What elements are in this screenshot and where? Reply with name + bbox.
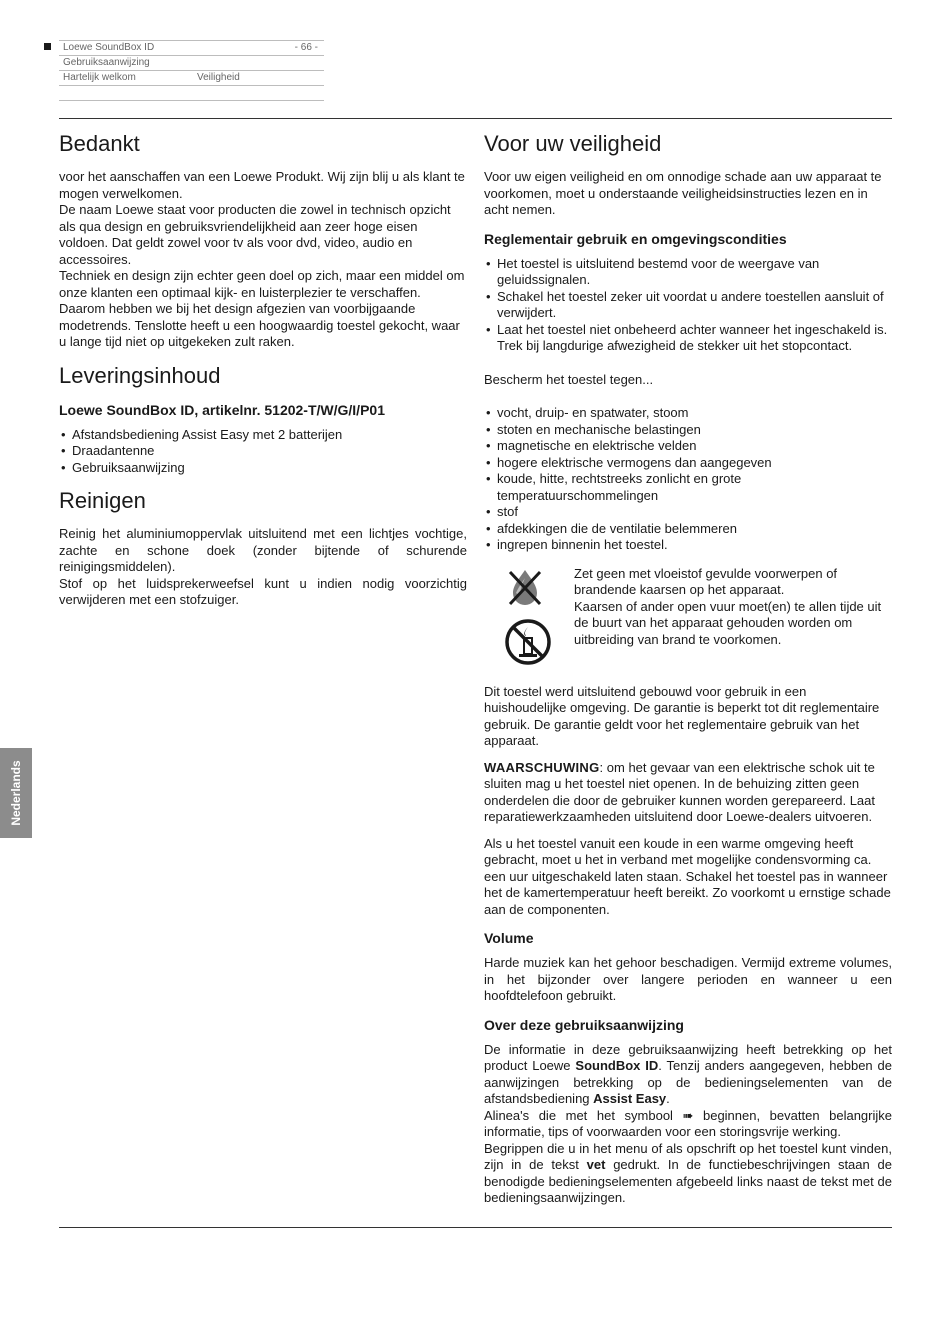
header-section: Veiligheid bbox=[197, 72, 240, 83]
list-item: • hogere elektrische vermogens dan aangegeven bbox=[484, 455, 892, 472]
over-paragraph-2: Alinea's die met het symbool ➠ beginnen, bevatten belangrijke informatie, tips of voorwaarden voor een storingsvrije werking. bbox=[484, 1107, 892, 1139]
kaarsen-warning: Kaarsen of ander open vuur moet(en) te allen tijde uit de buurt van het apparaat gehouden worden om uitbreiding van brand te voorkomen. bbox=[574, 598, 882, 647]
list-item: • stof bbox=[484, 504, 892, 521]
top-rule bbox=[59, 118, 892, 119]
levering-list bbox=[59, 427, 467, 477]
fire-warning-block bbox=[484, 566, 892, 670]
no-liquids-icon bbox=[504, 566, 546, 608]
list-item: • magnetische en elektrische velden bbox=[484, 438, 892, 455]
list-item: • Laat het toestel niet onbeheerd achter wanneer het ingeschakeld is. Trek bij langdurige afwezigheid de stekker uit het stopcontact. bbox=[484, 322, 892, 355]
bedankt-paragraph-4: Daarom hebben we bij het design afgezien van voorbijgaande modetrends. Tenslotte heeft u een hoogwaardig toestel gekocht, waar u lange tijd niet op uitgekeken zult raken. bbox=[59, 301, 460, 349]
header-doc-type: Gebruiksaanwijzing bbox=[63, 57, 150, 68]
list-item: • afdekkingen die de ventilatie belemmeren bbox=[484, 521, 892, 538]
waarschuwing-label: WAARSCHUWING bbox=[484, 759, 600, 775]
bedankt-heading: Bedankt bbox=[59, 131, 140, 156]
product-name: SoundBox ID bbox=[575, 1058, 659, 1073]
over-heading: Over deze gebruiksaanwijzing bbox=[484, 1016, 684, 1033]
reinigen-paragraph-2: Stof op het luidsprekerweefsel kunt u indien nodig voorzichtig verwijderen met een stofzuiger. bbox=[59, 575, 467, 607]
bold-term: vet bbox=[586, 1157, 606, 1172]
list-item: • Afstandsbediening Assist Easy met 2 batterijen bbox=[59, 427, 467, 444]
list-item: • vocht, druip- en spatwater, stoom bbox=[484, 405, 892, 422]
veiligheid-heading: Voor uw veiligheid bbox=[484, 131, 662, 156]
list-item: • Draadantenne bbox=[59, 443, 467, 460]
volume-heading: Volume bbox=[484, 930, 534, 946]
vloeistof-warning: Zet geen met vloeistof gevulde voorwerpen of brandende kaarsen op het apparaat. bbox=[574, 565, 838, 597]
bedankt-paragraph: voor het aanschaffen van een Loewe Produkt. Wij zijn blij u als klant te mogen verwelkomen. bbox=[59, 169, 465, 201]
page-number: - 66 - bbox=[294, 42, 318, 53]
over-paragraph-1: De informatie in deze gebruiksaanwijzing heeft betrekking op het product Loewe SoundBox ID. Tenzij anders aangegeven, hebben de aanwijzingen betrekking op de bedieningselementen van de afstandsbediening Assist Easy. bbox=[484, 1041, 892, 1106]
bescherm-list bbox=[484, 405, 892, 554]
huishoud-paragraph: Dit toestel werd uitsluitend gebouwd voor gebruik in een huishoudelijke omgeving. De garantie is beperkt tot dit reglementaire gebruik. De garantie geldt voor het reglementaire gebruik van het apparaat. bbox=[484, 683, 880, 748]
condensatie-paragraph: Als u het toestel vanuit een koude in een warme omgeving heeft gebracht, moet u het in verband met mogelijke condensvorming ca. een uur uitgeschakeld laten staan. Schakel het toestel pas in wanneer het de kamertemperatuur heeft bereikt. Zo voorkomt u ernstige schade aan de componenten. bbox=[484, 835, 891, 917]
header-product: Loewe SoundBox ID bbox=[63, 42, 155, 53]
language-tab bbox=[0, 748, 32, 838]
levering-subheading: Loewe SoundBox ID, artikelnr. 51202-T/W/G/I/P01 bbox=[59, 401, 385, 418]
header-marker bbox=[44, 43, 51, 50]
waarschuwing-text: : om het gevaar van een elektrische schok uit te sluiten mag u het toestel niet openen. In de behuizing zitten geen onderdelen die door de gebruiker kunnen worden gerepareerd. Laat reparatiewerkzaamheden uitsluitend door Loewe-dealers uitvoeren. bbox=[484, 759, 876, 824]
running-header bbox=[59, 40, 324, 101]
volume-paragraph: Harde muziek kan het gehoor beschadigen. Vermijd extreme volumes, in het bijzonder over langere perioden en wanneer u een hoofdtelefoon gebruikt. bbox=[484, 955, 892, 1003]
reinigen-heading: Reinigen bbox=[59, 488, 146, 513]
reglementair-list bbox=[484, 256, 892, 355]
list-item: • koude, hitte, rechtstreeks zonlicht en grote temperatuurschommelingen bbox=[484, 471, 892, 504]
bedankt-paragraph-2: De naam Loewe staat voor producten die zowel in technisch opzicht als qua design en gebruiksvriendelijkheid aan zeer hoge eisen voldoen. Dat geldt zowel voor tv als voor dvd, video, audio en accessoires. bbox=[59, 202, 451, 267]
list-item: • stoten en mechanische belastingen bbox=[484, 422, 892, 439]
language-tab-label: Nederlands bbox=[9, 760, 23, 826]
bedankt-paragraph-3: Techniek en design zijn echter geen doel op zich, maar een middel om onze klanten een optimaal kijk- en luisterplezier te verschaffen. bbox=[59, 268, 465, 300]
list-item: • Schakel het toestel zeker uit voordat u andere toestellen aansluit of verwijdert. bbox=[484, 289, 892, 322]
list-item: • Het toestel is uitsluitend bestemd voor de weergave van geluidssignalen. bbox=[484, 256, 892, 289]
right-column bbox=[484, 130, 892, 1207]
left-column bbox=[59, 130, 467, 609]
reinigen-paragraph: Reinig het aluminiumoppervlak uitsluitend met een lichtjes vochtige, zachte en schone doek (zonder bijtende of schurende reinigingsmiddelen). bbox=[59, 526, 467, 574]
reglementair-heading: Reglementair gebruik en omgevingscondities bbox=[484, 230, 787, 247]
bescherm-intro: Bescherm het toestel tegen... bbox=[484, 371, 654, 387]
levering-heading: Leveringsinhoud bbox=[59, 362, 221, 388]
waarschuwing-paragraph bbox=[484, 760, 892, 826]
remote-name: Assist Easy bbox=[593, 1091, 667, 1106]
list-item: • ingrepen binnenin het toestel. bbox=[484, 537, 892, 554]
no-open-flame-icon bbox=[504, 618, 552, 666]
list-item: • Gebruiksaanwijzing bbox=[59, 460, 467, 477]
bottom-rule bbox=[59, 1227, 892, 1228]
over-paragraph-3: Begrippen die u in het menu of als opschrift op het toestel kunt vinden, zijn in de tekst vet gedrukt. In de functiebeschrijvingen staan de benodigde bedieningselementen afgebeeld links naast de tekst met de bedieningsaanwijzingen. bbox=[484, 1140, 892, 1205]
veiligheid-intro: Voor uw eigen veiligheid en om onnodige schade aan uw apparaat te voorkomen, moet u onderstaande veiligheidsinstructies lezen en in acht nemen. bbox=[484, 169, 882, 217]
header-chapter: Hartelijk welkom bbox=[63, 72, 136, 83]
